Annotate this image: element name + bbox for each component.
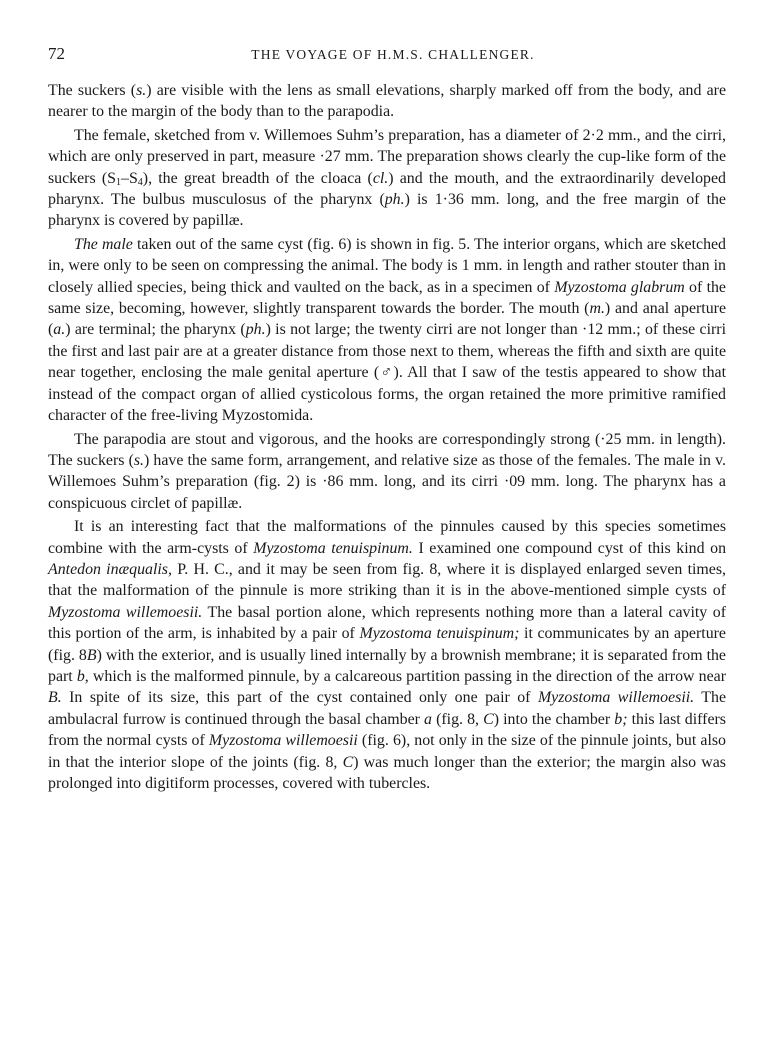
paragraph-3: The male taken out of the same cyst (fig. 6) is shown in fig. 5. The interior organs, which are sketched in, were only to be seen on compressing the animal. The body is 1 mm. in length and rather stouter than in closely allied species, being thick and vaulted on the back, as in a specimen of Myzostoma glabrum of the same size, becoming, however, slightly transparent towards the border. The mouth (m.) and anal aperture (a.) are terminal; the pharynx (ph.) is not large; the twenty cirri are not longer than ·12 mm.; of these cirri the first and last pair are at a greater distance from those next to them, whereas the fifth and sixth are quite near together, enclosing the male genital aperture (♂). All that I saw of the testis appeared to show that instead of the compact organ of allied cysticolous forms, the organ retained the more primitive ramified character of the free-living Myzostomida.: [48, 235, 727, 425]
paragraph-2: The female, sketched from v. Willemoes Suhm’s preparation, has a diameter of 2·2 mm., and the cirri, which are only preserved in part, measure ·27 mm. The preparation shows clearly the cup-like form of the suckers $(S_1-S_4)$, the great breadth of the cloaca (cl.) and the mouth, and the extraordinarily developed pharynx. The bulbus musculosus of the pharynx (ph.) is 1·36 mm. long, and the free margin of the pharynx is covered by papillæ.: [48, 126, 726, 230]
paragraph-4: The parapodia are stout and vigorous, and the hooks are correspondingly strong (·25 mm. in length). The suckers (s.) have the same form, arrangement, and relative size as those of the females. The male in v. Willemoes Suhm’s preparation (fig. 2) is ·86 mm. long, and its cirri ·09 mm. long. The pharynx has a conspicuous circlet of papillæ.: [48, 430, 726, 512]
running-title: THE VOYAGE OF H.M.S. CHALLENGER.: [251, 47, 535, 62]
paragraph-5: It is an interesting fact that the malformations of the pinnules caused by this species sometimes combine with the arm-cysts of Myzostoma tenuispinum. I examined one compound cyst of this kind on Antedon inæqualis, P. H. C., and it may be seen from fig. 8, where it is displayed enlarged seven times, that the malformation of the pinnule is more striking than it is in the above-mentioned simple cysts of Myzostoma willemoesii. The basal portion alone, which represents nothing more than a lateral cavity of this portion of the arm, is inhabited by a pair of Myzostoma tenuispinum; it communicates by an aperture (fig. 8B) with the exterior, and is usually lined internally by a brownish membrane; it is separated from the part b, which is the malformed pinnule, by a calcareous partition passing in the direction of the arrow near B. In spite of its size, this part of the cyst contained only one pair of Myzostoma willemoesii. The ambulacral furrow is continued through the basal chamber a (fig. 8, C) into the chamber b; this last differs from the normal cysts of Myzostoma willemoesii (fig. 6), not only in the size of the pinnule joints, but also in that the interior slope of the joints (fig. 8, C) was much longer than the exterior; the margin also was prolonged into digitiform processes, covered with tubercles.: [48, 518, 727, 792]
running-head: [48, 44, 726, 70]
page-number: 72: [48, 44, 65, 63]
document-page: [48, 44, 726, 794]
paragraph-1: The suckers (s.) are visible with the lens as small elevations, sharply marked off from the body, and are nearer to the margin of the body than to the parapodia.: [48, 82, 726, 121]
